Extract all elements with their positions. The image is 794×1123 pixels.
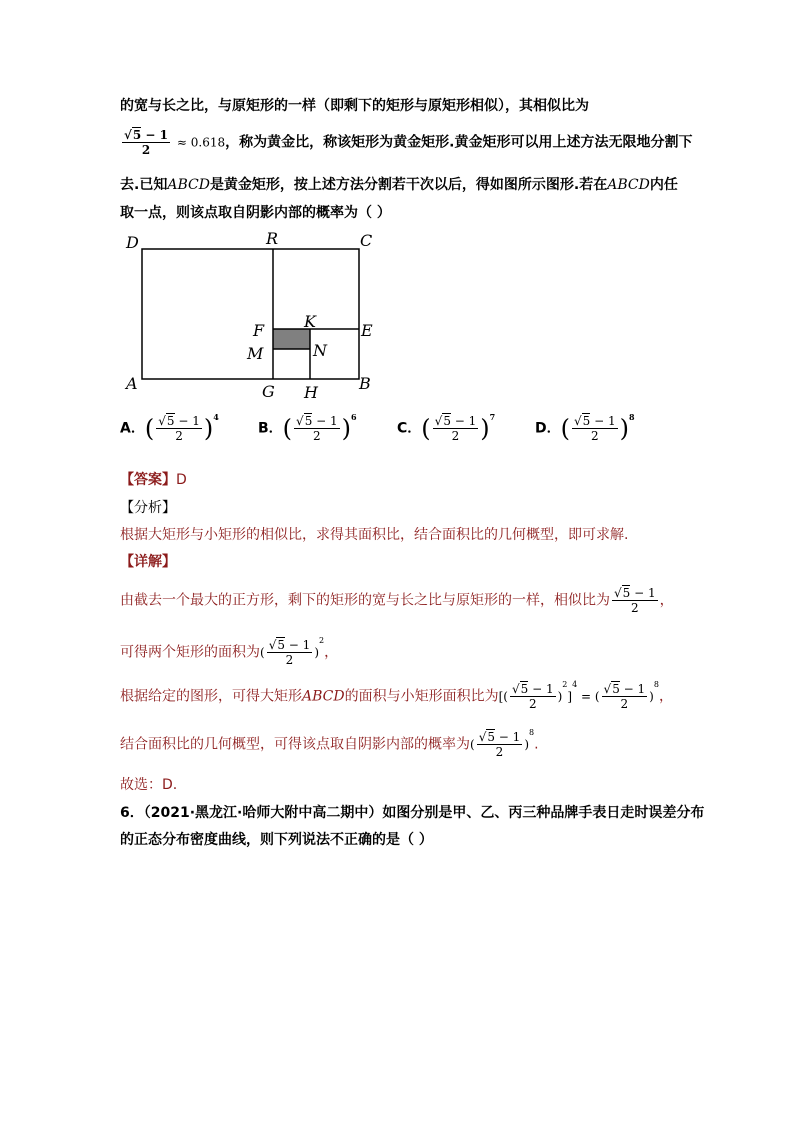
answer-label: 【答案】 (120, 472, 176, 488)
problem-line-4: 取一点，则该点取自阴影内部的概率为（ ） (120, 205, 391, 221)
label-F: F (253, 321, 265, 340)
label-D: D (126, 233, 139, 252)
problem-line-2 (120, 128, 692, 157)
next-problem-line-1: 6．（2021·黑龙江·哈师大附中高二期中）如图分别是甲、乙、丙三种品牌手表日走时误差分布 (120, 805, 705, 821)
label-R: R (266, 229, 279, 248)
problem-line-2-text: ，称为黄金比，称该矩形为黄金矩形.黄金矩形可以用上述方法无限地分割下 (225, 134, 693, 151)
label-H: H (304, 383, 318, 402)
analysis-text: 根据大矩形与小矩形的相似比，求得其面积比，结合面积比的几何概型，即可求解. (120, 527, 629, 543)
next-problem-line-2: 的正态分布密度曲线，则下列说法不正确的是（ ） (120, 832, 433, 848)
option-d[interactable]: D．( $\frac{√5 - 1}{2}$ )$^8$ (535, 412, 635, 443)
label-G: G (262, 382, 275, 401)
answer-line (120, 469, 187, 489)
problem-line-1: 的宽与长之比，与原矩形的一样（即剩下的矩形与原矩形相似），其相似比为 (120, 98, 589, 114)
detail-line-3: 根据给定的图形，可得大矩形ABCD的面积与小矩形面积比为[( $\frac{√5 - 1}{2}$ )$^2$]$^4$ = ( $\frac{√5 - 1}{2}$ )$^8$， (120, 680, 673, 711)
detail-label: 【详解】 (120, 554, 176, 570)
detail-line-4: 结合面积比的几何概型，可得该点取自阴影内部的概率为( $\frac{√5 - 1}{2}$ )$^8$. (120, 728, 539, 759)
shaded-rectangle (273, 329, 310, 349)
detail-line-2: 可得两个矩形的面积为( $\frac{√5 - 1}{2}$ )$^2$， (120, 636, 339, 667)
problem-line-3: 去.已知ABCD是黄金矩形，按上述方法分割若干次以后，得如图所示图形.若在ABCD内任 (120, 177, 678, 193)
label-K: K (304, 312, 316, 331)
approx-value: ≈ 0.618 (176, 135, 226, 150)
label-N: N (313, 341, 327, 360)
detail-conclusion: 故选：D. (120, 777, 178, 793)
label-E: E (361, 321, 373, 340)
golden-ratio-fraction: $\frac{√5 - 1}{2}$ (124, 128, 169, 157)
golden-rectangle-figure (120, 228, 400, 408)
label-M: M (247, 344, 264, 363)
label-C: C (360, 231, 373, 250)
option-b[interactable]: B．( $\frac{√5 - 1}{2}$ )$^6$ (258, 412, 357, 443)
label-B: B (359, 374, 371, 393)
option-a[interactable]: A．( $\frac{√5 - 1}{2}$ )$^4$ (120, 412, 219, 443)
option-c[interactable]: C．( $\frac{√5 - 1}{2}$ )$^7$ (397, 412, 496, 443)
label-A: A (126, 374, 138, 393)
detail-line-1: 由截去一个最大的正方形，剩下的矩形的宽与长之比与原矩形的一样，相似比为 $\frac{√5 - 1}{2}$ ， (120, 586, 674, 615)
analysis-label: 【分析】 (120, 500, 176, 516)
answer-value: D (176, 472, 187, 488)
